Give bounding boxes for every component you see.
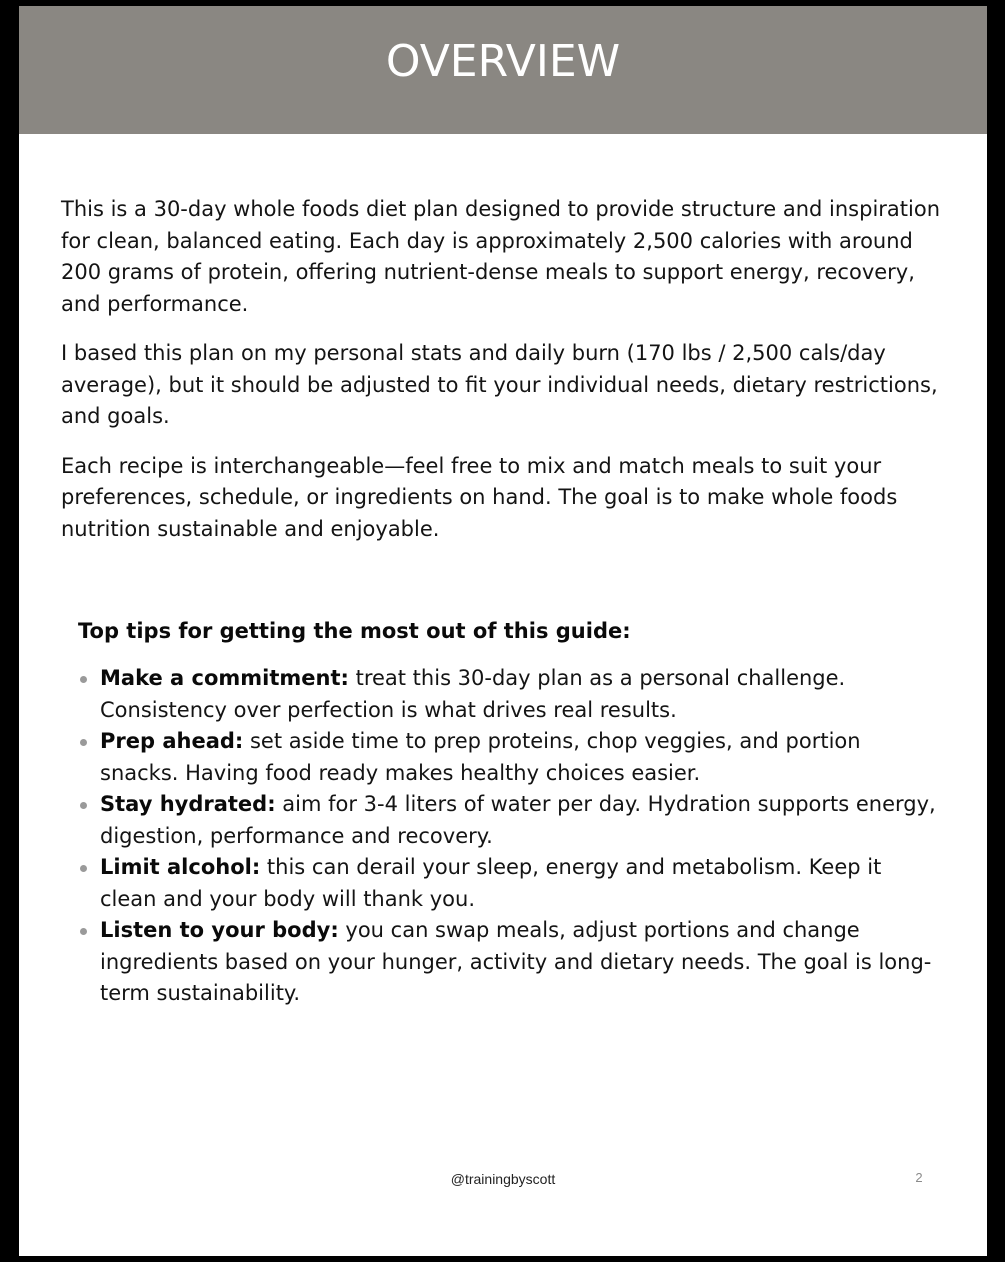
bullet-icon (80, 739, 87, 746)
tip-lead: Listen to your body: (100, 918, 339, 942)
page-title: OVERVIEW (385, 36, 621, 87)
list-item (78, 852, 938, 915)
intro-paragraph: This is a 30-day whole foods diet plan designed to provide structure and inspiration for clean, balanced eating. Each day is approximately 2,500 calories with around 200 grams of protein, offering nutrient-dense meals to support energy, recovery, and performance. (61, 197, 941, 316)
tip-lead: Limit alcohol: (100, 855, 261, 879)
footer-handle: @trainingbyscott (450, 1171, 556, 1187)
tip-text: aim for 3-4 liters of water per day. Hydration supports energy, digestion, performance and recovery. (100, 792, 936, 848)
page-number: 2 (915, 1170, 923, 1185)
tip-text: this can derail your sleep, energy and metabolism. Keep it clean and your body will thank you. (100, 855, 882, 911)
list-item (78, 915, 938, 1010)
intro-paragraph: I based this plan on my personal stats and daily burn (170 lbs / 2,500 cals/day average), but it should be adjusted to fit your individual needs, dietary restrictions, and goals. (61, 341, 938, 428)
list-item (78, 726, 938, 789)
document-page (19, 6, 987, 1256)
intro-section (61, 194, 941, 563)
header-band (19, 6, 987, 134)
list-item (78, 663, 938, 726)
tips-heading: Top tips for getting the most out of this guide: (78, 619, 631, 643)
tips-list (78, 663, 938, 1010)
tip-lead: Prep ahead: (100, 729, 244, 753)
bullet-icon (80, 928, 87, 935)
bullet-icon (80, 802, 87, 809)
tip-text: you can swap meals, adjust portions and change ingredients based on your hunger, activity and dietary needs. The goal is long-term sustainability. (100, 918, 932, 1005)
tip-text: set aside time to prep proteins, chop veggies, and portion snacks. Having food ready makes healthy choices easier. (100, 729, 861, 785)
bullet-icon (80, 865, 87, 872)
tip-lead: Make a commitment: (100, 666, 349, 690)
tip-lead: Stay hydrated: (100, 792, 276, 816)
intro-paragraph: Each recipe is interchangeable—feel free to mix and match meals to suit your preferences, schedule, or ingredients on hand. The goal is to make whole foods nutrition sustainable and enjoyable. (61, 453, 898, 541)
bullet-icon (80, 676, 87, 683)
tip-text: treat this 30-day plan as a personal challenge. Consistency over perfection is what drives real results. (100, 666, 846, 722)
list-item (78, 789, 938, 852)
